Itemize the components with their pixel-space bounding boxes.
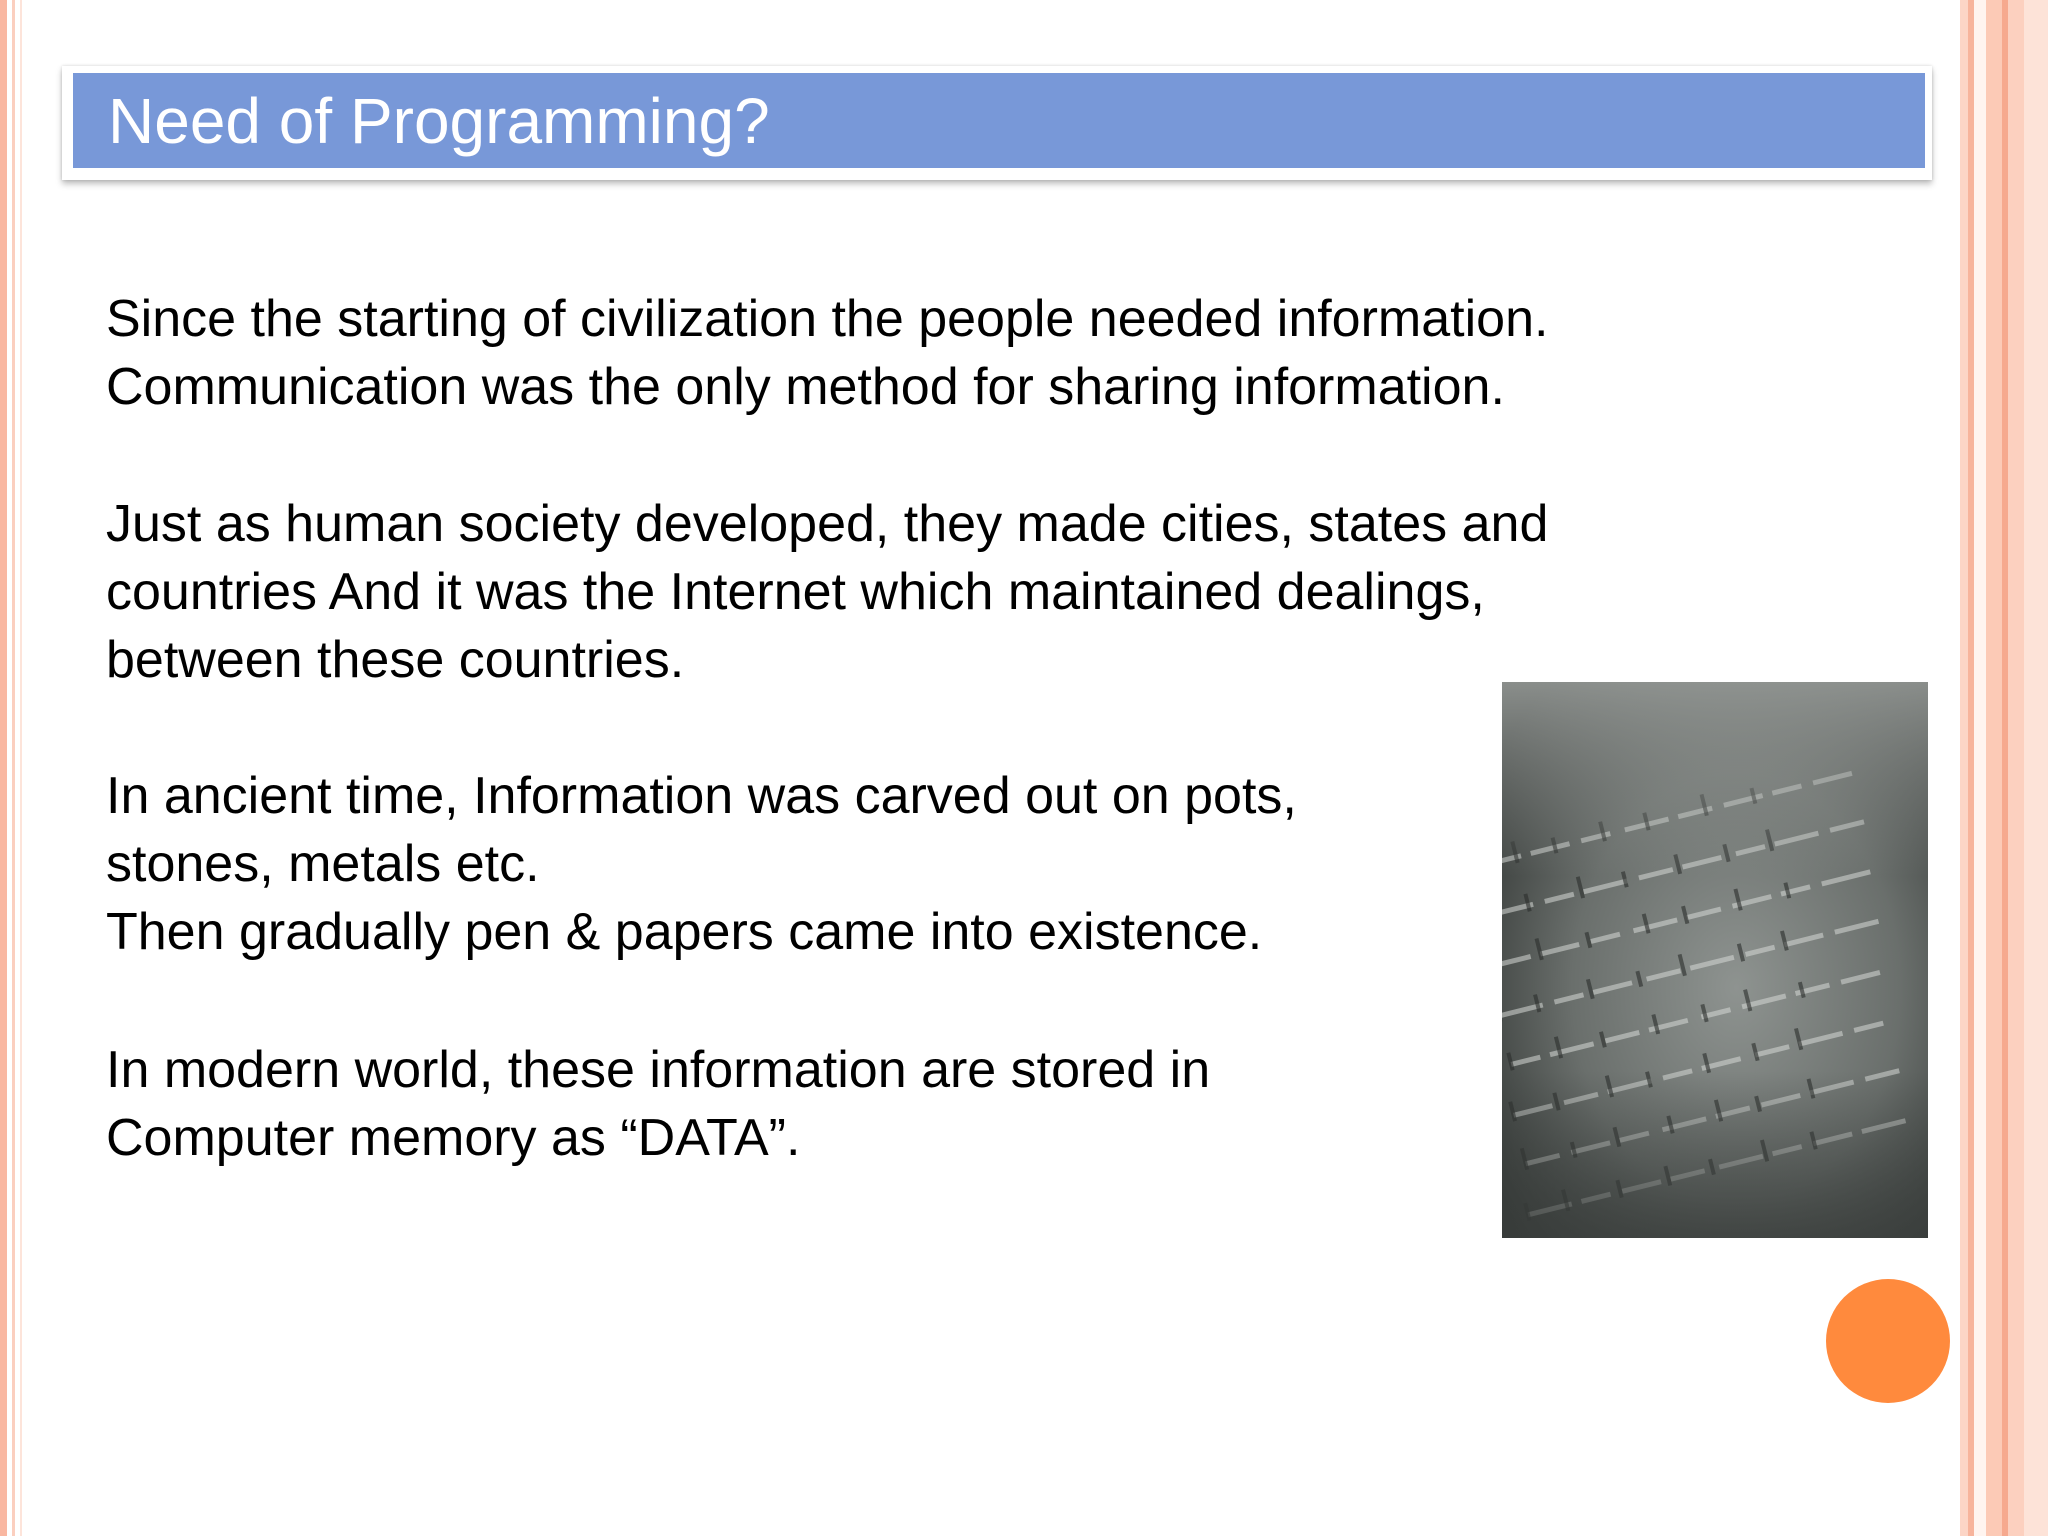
carved-stone-inscription-image [1502,682,1928,1238]
left-decor-stripe [0,0,7,1536]
right-decor-stripe [1986,0,2002,1536]
paragraph-3 [106,762,1297,966]
right-decor-stripe [1960,0,1968,1536]
text-line: stones, metals etc. [106,835,540,893]
text-line: between these countries. [106,631,685,689]
orange-accent-dot [1826,1279,1950,1403]
paragraph-4 [106,1036,1210,1172]
right-decor-stripe [1974,0,1986,1536]
text-line: Then gradually pen & papers came into existence. [106,903,1263,961]
text-line: Just as human society developed, they made cities, states and [106,495,1549,553]
right-decor-stripe [2008,0,2024,1536]
text-line: In modern world, these information are stored in [106,1041,1211,1099]
text-line: countries And it was the Internet which maintained dealings, [106,563,1485,621]
left-decor-stripe [20,0,22,1536]
text-line: Computer memory as “DATA”. [106,1109,801,1167]
right-decor-stripe [2024,0,2048,1536]
paragraph-2 [106,490,1548,694]
left-decor-stripe [12,0,15,1536]
text-line: Since the starting of civilization the people needed information. [106,290,1549,348]
paragraph-1 [106,285,1548,421]
slide-title: Need of Programming? [108,85,770,157]
text-line: Communication was the only method for sharing information. [106,358,1505,416]
text-line: In ancient time, Information was carved out on pots, [106,767,1297,825]
